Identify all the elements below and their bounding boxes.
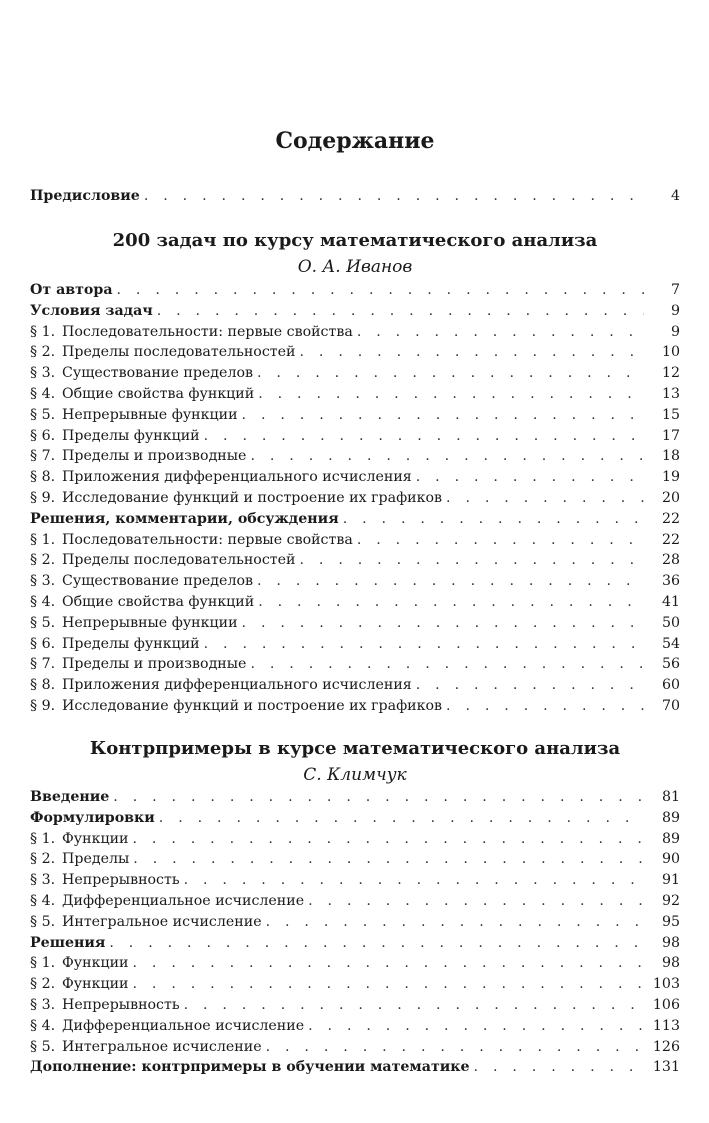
toc-entry-page: 19	[661, 469, 680, 486]
toc-entry[interactable]	[30, 488, 680, 509]
section-number: § 2.	[30, 976, 56, 993]
toc-entry-page: 50	[661, 614, 680, 631]
toc-entry[interactable]	[30, 1057, 680, 1078]
toc-entry-page: 106	[652, 997, 680, 1013]
part2-author: С. Климчук	[303, 765, 407, 785]
section-number: § 9.	[30, 490, 56, 506]
toc-entry-label: Дифференциальное исчисление	[62, 893, 305, 909]
toc-entry-label: Дополнение: контрпримеры в обучении математике	[30, 1059, 470, 1076]
toc-entry[interactable]	[30, 995, 680, 1016]
toc-entry-label: Пределы	[62, 851, 130, 868]
leader-dots	[133, 849, 644, 870]
toc-entry-label: Пределы и производные	[62, 448, 247, 465]
leader-dots	[117, 280, 644, 301]
toc-entry-label: Функции	[62, 976, 129, 993]
leader-dots	[300, 550, 645, 571]
section-number: § 1.	[30, 531, 56, 548]
toc-entry-page: 9	[670, 323, 680, 340]
section-number: § 6.	[30, 635, 56, 652]
leader-dots	[308, 1016, 644, 1037]
toc-entry-page: 89	[661, 830, 680, 847]
toc-entry-page: 4	[670, 188, 680, 204]
section-number: § 6.	[30, 427, 56, 444]
section-number: § 7.	[30, 448, 56, 465]
toc-entry-label: Введение	[30, 789, 110, 805]
toc-entry-label: Непрерывность	[62, 872, 180, 889]
section-number: § 8.	[30, 469, 56, 486]
section-number: § 3.	[30, 872, 56, 889]
toc-entry-label: Существование пределов	[62, 365, 253, 382]
toc-entry[interactable]	[30, 1037, 680, 1058]
leader-dots	[357, 530, 644, 551]
toc-entry[interactable]	[30, 592, 680, 613]
toc-entry[interactable]	[30, 654, 680, 675]
toc-entry-label: Формулировки	[30, 809, 155, 826]
toc-entry[interactable]	[30, 571, 680, 592]
leader-dots	[184, 995, 644, 1016]
leader-dots	[159, 808, 644, 829]
toc-entry[interactable]	[30, 384, 680, 405]
toc-entry-page: 81	[661, 789, 680, 805]
leader-dots	[300, 342, 645, 363]
leader-dots	[157, 301, 644, 322]
leader-dots	[258, 384, 644, 405]
toc-entry-page: 98	[661, 934, 680, 951]
toc-entry[interactable]	[30, 530, 680, 551]
toc-entry-label: От автора	[30, 282, 113, 298]
toc-entry-page: 10	[661, 344, 680, 361]
toc-entry[interactable]	[30, 870, 680, 891]
toc-entry[interactable]	[30, 787, 680, 808]
toc-entry-label: Последовательности: первые свойства	[62, 323, 353, 340]
toc-entry-page: 13	[661, 386, 680, 402]
leader-dots	[184, 870, 644, 891]
toc-entry-label: Пределы функций	[62, 635, 200, 652]
leader-dots	[258, 592, 644, 613]
leader-dots	[266, 1037, 644, 1058]
toc-entry[interactable]	[30, 426, 680, 447]
part1-author: О. А. Иванов	[297, 257, 413, 277]
toc-entry-page: 89	[661, 809, 680, 826]
section-number: § 5.	[30, 1038, 56, 1055]
toc-entry[interactable]	[30, 808, 680, 829]
leader-dots	[446, 488, 644, 509]
leader-dots	[257, 363, 644, 384]
section-number: § 3.	[30, 997, 56, 1013]
leader-dots	[242, 613, 644, 634]
section-number: § 7.	[30, 656, 56, 673]
toc-entry[interactable]	[30, 550, 680, 571]
leader-dots	[109, 933, 644, 954]
leader-dots	[250, 654, 644, 675]
toc-entry[interactable]	[30, 509, 680, 530]
section-number: § 4.	[30, 594, 56, 610]
page-title: Содержание	[275, 128, 435, 154]
leader-dots	[416, 467, 644, 488]
section-number: § 5.	[30, 614, 56, 631]
toc-entry-page: 28	[661, 552, 680, 569]
section-number: § 4.	[30, 893, 56, 909]
toc-entry-label: Непрерывность	[62, 997, 180, 1013]
toc-entry-label: Решения, комментарии, обсуждения	[30, 510, 339, 527]
toc-entry-page: 91	[661, 872, 680, 889]
toc-entry-page: 9	[670, 302, 680, 319]
toc-entry-label: Функции	[62, 830, 129, 847]
toc-entry[interactable]	[30, 675, 680, 696]
toc-entry-page: 126	[652, 1038, 680, 1055]
leader-dots	[204, 634, 644, 655]
toc-entry-label: Исследование функций и построение их графиков	[62, 490, 443, 506]
section-number: § 1.	[30, 323, 56, 340]
toc-entry-page: 131	[652, 1059, 680, 1076]
toc-entry-page: 7	[670, 282, 680, 298]
toc-entry[interactable]	[30, 405, 680, 426]
section-number: § 9.	[30, 698, 56, 714]
leader-dots	[113, 787, 644, 808]
toc-entry[interactable]	[30, 696, 680, 717]
toc-entry-page: 95	[661, 913, 680, 930]
section-number: § 2.	[30, 851, 56, 868]
toc-entry-label: Приложения дифференциального исчисления	[62, 469, 412, 486]
section-number: § 5.	[30, 913, 56, 930]
toc-entry-page: 12	[661, 365, 680, 382]
toc-entry[interactable]	[30, 446, 680, 467]
leader-dots	[250, 446, 644, 467]
toc-entry-label: Пределы последовательностей	[62, 344, 296, 361]
toc-entry-page: 15	[661, 406, 680, 423]
section-number: § 1.	[30, 830, 56, 847]
toc-entry[interactable]	[30, 634, 680, 655]
toc-entry-preface[interactable]	[30, 186, 680, 207]
leader-dots	[257, 571, 644, 592]
leader-dots	[132, 974, 644, 995]
leader-dots	[343, 509, 644, 530]
toc-entry-label: Последовательности: первые свойства	[62, 531, 353, 548]
toc-entry-page: 22	[661, 531, 680, 548]
toc-entry[interactable]	[30, 467, 680, 488]
section-number: § 1.	[30, 955, 56, 972]
toc-entry-page: 54	[661, 635, 680, 652]
toc-entry-label: Пределы функций	[62, 427, 200, 444]
leader-dots	[144, 186, 644, 207]
section-number: § 4.	[30, 386, 56, 402]
section-number: § 3.	[30, 573, 56, 590]
toc-entry[interactable]	[30, 849, 680, 870]
toc-entry-page: 18	[661, 448, 680, 465]
toc-entry-page: 56	[661, 656, 680, 673]
toc-entry-label: Функции	[62, 955, 129, 972]
toc-entry-label: Пределы и производные	[62, 656, 247, 673]
toc-entry-page: 41	[661, 594, 680, 610]
toc-entry-page: 98	[661, 955, 680, 972]
toc-entry[interactable]	[30, 342, 680, 363]
toc-entry-page: 113	[652, 1017, 680, 1034]
toc-entry-page: 90	[661, 851, 680, 868]
toc-entry[interactable]	[30, 280, 680, 301]
toc-entry-label: Предисловие	[30, 188, 140, 204]
toc-entry[interactable]	[30, 953, 680, 974]
toc-entry-page: 92	[661, 893, 680, 909]
toc-entry[interactable]	[30, 912, 680, 933]
leader-dots	[132, 953, 644, 974]
toc-entry-page: 20	[661, 490, 680, 506]
toc-entry[interactable]	[30, 301, 680, 322]
toc-entry-page: 22	[661, 510, 680, 527]
part1-title: 200 задач по курсу математического анализа	[112, 230, 598, 251]
leader-dots	[357, 322, 644, 343]
section-number: § 3.	[30, 365, 56, 382]
toc-entry[interactable]	[30, 933, 680, 954]
toc-entry-page: 60	[661, 677, 680, 694]
leader-dots	[242, 405, 644, 426]
toc-entry-label: Общие свойства функций	[62, 386, 255, 402]
toc-entry-label: Непрерывные функции	[62, 406, 238, 423]
leader-dots	[446, 696, 644, 717]
leader-dots	[132, 829, 644, 850]
toc-entry-label: Существование пределов	[62, 573, 253, 590]
part2-title: Контрпримеры в курсе математического анализа	[89, 738, 621, 759]
toc-entry-label: Общие свойства функций	[62, 594, 255, 610]
toc-entry[interactable]	[30, 1016, 680, 1037]
leader-dots	[266, 912, 644, 933]
section-number: § 5.	[30, 406, 56, 423]
section-number: § 4.	[30, 1017, 56, 1034]
toc-entry-page: 70	[661, 698, 680, 714]
toc-entry-label: Интегральное исчисление	[62, 1038, 262, 1055]
toc-entry[interactable]	[30, 613, 680, 634]
toc-entry-label: Пределы последовательностей	[62, 552, 296, 569]
toc-entry-label: Приложения дифференциального исчисления	[62, 677, 412, 694]
toc-entry[interactable]	[30, 322, 680, 343]
leader-dots	[308, 891, 644, 912]
toc-entry-label: Условия задач	[30, 302, 153, 319]
toc-entry-label: Интегральное исчисление	[62, 913, 262, 930]
section-number: § 8.	[30, 677, 56, 694]
toc-entry[interactable]	[30, 974, 680, 995]
toc-entry[interactable]	[30, 363, 680, 384]
toc-entry-label: Исследование функций и построение их графиков	[62, 698, 443, 714]
toc-entry-label: Дифференциальное исчисление	[62, 1017, 305, 1034]
toc-entry[interactable]	[30, 829, 680, 850]
toc-entry-label: Решения	[30, 934, 106, 951]
toc-entry[interactable]	[30, 891, 680, 912]
leader-dots	[416, 675, 644, 696]
section-number: § 2.	[30, 344, 56, 361]
toc-entry-page: 17	[661, 427, 680, 444]
toc-entry-label: Непрерывные функции	[62, 614, 238, 631]
leader-dots	[204, 426, 644, 447]
section-number: § 2.	[30, 552, 56, 569]
toc-entry-page: 103	[652, 976, 680, 993]
leader-dots	[474, 1057, 644, 1078]
toc-entry-page: 36	[661, 573, 680, 590]
